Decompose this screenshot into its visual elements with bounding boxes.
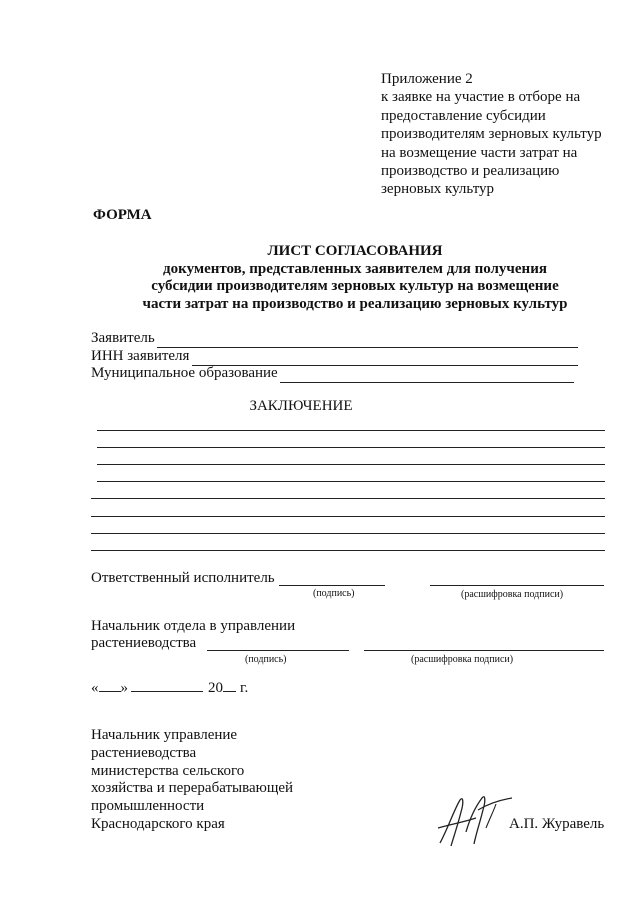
title-line: документов, представленных заявителем для получения <box>163 260 547 277</box>
head-label-line1: Начальник отдела в управлении <box>91 618 296 634</box>
conclusion-line[interactable] <box>97 447 605 448</box>
head-decoding-line[interactable] <box>364 650 604 651</box>
responsible-label: Ответственный исполнитель <box>91 570 275 586</box>
conclusion-heading: ЗАКЛЮЧЕНИЕ <box>249 398 353 414</box>
conclusion-line[interactable] <box>97 481 605 482</box>
year-field[interactable] <box>223 678 236 692</box>
appendix-line: к заявке на участие в отборе на <box>381 89 581 106</box>
conclusion-line[interactable] <box>97 430 605 431</box>
appendix-note <box>381 70 602 199</box>
responsible-decoding-line[interactable] <box>430 585 604 586</box>
approver-line: министерства сельского <box>91 762 245 779</box>
title-line: субсидии производителям зерновых культур на возмещение <box>151 278 559 294</box>
signature-caption: (подпись) <box>245 654 287 665</box>
decoding-caption: (расшифровка подписи) <box>461 589 564 600</box>
conclusion-line[interactable] <box>91 516 605 517</box>
appendix-line: производителям зерновых культур <box>381 126 602 143</box>
conclusion-line[interactable] <box>91 498 605 499</box>
municipality-field <box>91 365 581 384</box>
date-row <box>91 678 248 697</box>
approver-line: промышленности <box>91 798 205 815</box>
conclusion-line[interactable] <box>91 533 605 534</box>
head-signature-line[interactable] <box>207 650 349 651</box>
head-label-line2: растениеводства <box>91 635 197 651</box>
approver-block <box>91 727 293 834</box>
title-heading: ЛИСТ СОГЛАСОВАНИЯ <box>267 243 443 259</box>
applicant-label: Заявитель <box>91 330 155 346</box>
municipality-line[interactable] <box>280 382 574 383</box>
inn-label: ИНН заявителя <box>91 348 190 364</box>
year-prefix: 20 <box>208 680 223 696</box>
approver-line: растениеводства <box>91 744 197 761</box>
municipality-label: Муниципальное образование <box>91 365 278 381</box>
day-field[interactable] <box>99 678 121 692</box>
appendix-line: производство и реализацию <box>381 163 560 180</box>
document-title <box>80 243 630 313</box>
year-suffix: г. <box>240 680 249 696</box>
month-field[interactable] <box>131 678 203 692</box>
form-label: ФОРМА <box>93 207 152 223</box>
approver-line: Краснодарского края <box>91 815 225 832</box>
appendix-line: зерновых культур <box>381 181 495 198</box>
responsible-signature-line[interactable] <box>279 585 385 586</box>
appendix-line: предоставление субсидии <box>381 107 546 124</box>
signature-caption: (подпись) <box>313 588 355 599</box>
approver-line: Начальник управление <box>91 727 238 743</box>
date-open-quote: « <box>91 680 99 696</box>
title-line: части затрат на производство и реализацию зерновых культур <box>142 295 568 312</box>
appendix-line: Приложение 2 <box>381 71 473 87</box>
appendix-line: на возмещение части затрат на <box>381 144 578 161</box>
approver-name: А.П. Журавель <box>509 816 605 832</box>
conclusion-line[interactable] <box>91 550 605 551</box>
handwritten-signature <box>430 788 520 858</box>
decoding-caption: (расшифровка подписи) <box>411 654 514 665</box>
date-close-quote: » <box>120 680 128 696</box>
applicant-field <box>91 330 581 349</box>
conclusion-line[interactable] <box>97 464 605 465</box>
approver-line: хозяйства и перерабатывающей <box>91 780 294 797</box>
